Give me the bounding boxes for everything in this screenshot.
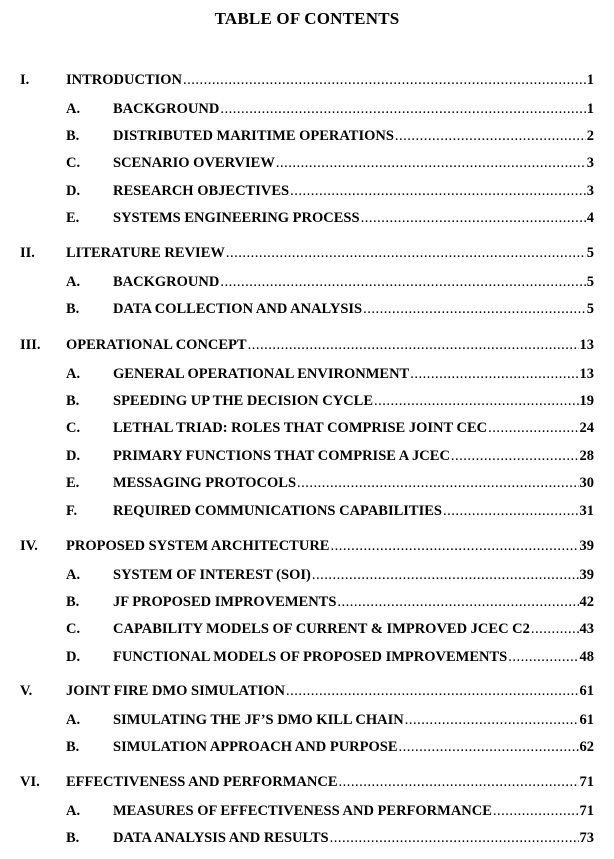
toc-section[interactable] — [66, 101, 594, 121]
toc-section-page-number: 13 — [579, 365, 594, 382]
dot-leader — [290, 183, 586, 200]
toc-section-title: MEASURES OF EFFECTIVENESS AND PERFORMANCE — [113, 802, 492, 819]
dot-leader — [286, 683, 578, 700]
toc-section-page-number: 71 — [579, 802, 594, 819]
toc-section[interactable] — [66, 183, 594, 203]
toc-section-number: F. — [66, 502, 78, 519]
toc-chapter-number: VI. — [20, 774, 40, 790]
toc-section-page-number: 3 — [586, 155, 594, 172]
toc-section[interactable] — [66, 712, 594, 732]
dot-leader — [395, 128, 586, 145]
toc-section-title: DATA ANALYSIS AND RESULTS — [113, 829, 329, 846]
toc-chapter-number: III. — [20, 337, 41, 353]
toc-section-title: SYSTEMS ENGINEERING PROCESS — [113, 210, 360, 227]
toc-section-page-number: 1 — [586, 100, 594, 117]
toc-chapter-page-number: 61 — [579, 683, 594, 699]
toc-chapter-page-number: 5 — [586, 245, 594, 261]
dot-leader — [374, 393, 579, 410]
toc-section-page-number: 39 — [579, 566, 594, 583]
toc-section-page-number: 62 — [579, 738, 594, 755]
toc-section-number: A. — [66, 566, 81, 583]
toc-chapter-title: EFFECTIVENESS AND PERFORMANCE — [66, 774, 338, 790]
toc-section[interactable] — [66, 567, 594, 587]
toc-section-page-number: 19 — [579, 392, 594, 409]
toc-section-page-number: 5 — [586, 300, 594, 317]
dot-leader — [220, 274, 585, 291]
toc-section[interactable] — [66, 448, 594, 468]
toc-section-number: B. — [66, 300, 80, 317]
toc-chapter-number: V. — [20, 683, 33, 699]
dot-leader — [337, 594, 578, 611]
toc-section-title: DISTRIBUTED MARITIME OPERATIONS — [113, 127, 394, 144]
toc-section[interactable] — [66, 594, 594, 614]
dot-leader — [451, 448, 579, 465]
toc-section[interactable] — [66, 393, 594, 413]
toc-section-number: E. — [66, 210, 80, 227]
toc-section-page-number: 48 — [579, 648, 594, 665]
toc-section-page-number: 61 — [579, 711, 594, 728]
toc-section-title: FUNCTIONAL MODELS OF PROPOSED IMPROVEMENTS — [113, 648, 508, 665]
toc-section-number: A. — [66, 100, 81, 117]
toc-section-page-number: 30 — [579, 475, 594, 492]
toc-section[interactable] — [66, 475, 594, 495]
toc-section[interactable] — [66, 621, 594, 641]
toc-section-title: LETHAL TRIAD: ROLES THAT COMPRISE JOINT CEC — [113, 420, 488, 437]
toc-section[interactable] — [66, 830, 594, 850]
toc-section-number: C. — [66, 621, 81, 638]
toc-section-page-number: 42 — [579, 593, 594, 610]
toc-chapter-title: JOINT FIRE DMO SIMULATION — [66, 683, 286, 699]
toc-section-page-number: 31 — [579, 502, 594, 519]
toc-section-title: REQUIRED COMMUNICATIONS CAPABILITIES — [113, 502, 442, 519]
dot-leader — [183, 72, 586, 89]
toc-section-page-number: 5 — [586, 273, 594, 290]
dot-leader — [531, 621, 579, 638]
toc-section-number: A. — [66, 711, 81, 728]
toc-chapter-title: OPERATIONAL CONCEPT — [66, 337, 247, 353]
toc-chapter-title: LITERATURE REVIEW — [66, 245, 225, 261]
toc-section[interactable] — [66, 366, 594, 386]
toc-section[interactable] — [66, 210, 594, 230]
toc-section[interactable] — [66, 274, 594, 294]
toc-chapter[interactable] — [20, 337, 594, 357]
toc-section[interactable] — [66, 649, 594, 669]
dot-leader — [339, 774, 579, 791]
dot-leader — [226, 245, 586, 262]
toc-chapter[interactable] — [20, 245, 594, 265]
dot-leader — [399, 739, 579, 756]
toc-section-title: SYSTEM OF INTEREST (SOI) — [113, 566, 311, 583]
toc-chapter[interactable] — [20, 774, 594, 794]
toc-chapter-number: I. — [20, 72, 30, 88]
toc-section-title: CAPABILITY MODELS OF CURRENT & IMPROVED JCEC C2 — [113, 621, 530, 638]
toc-section-number: A. — [66, 365, 81, 382]
toc-section-title: SCENARIO OVERVIEW — [113, 155, 275, 172]
dot-leader — [220, 101, 585, 118]
toc-chapter-page-number: 1 — [586, 72, 594, 88]
toc-chapter[interactable] — [20, 683, 594, 703]
toc-section[interactable] — [66, 301, 594, 321]
dot-leader — [248, 337, 579, 354]
dot-leader — [488, 420, 578, 437]
toc-section-title: SIMULATING THE JF’S DMO KILL CHAIN — [113, 711, 404, 728]
toc-section-page-number: 4 — [586, 210, 594, 227]
toc-section-title: RESEARCH OBJECTIVES — [113, 182, 290, 199]
dot-leader — [330, 538, 578, 555]
toc-section[interactable] — [66, 155, 594, 175]
toc-section-title: BACKGROUND — [113, 100, 220, 117]
toc-section-title: JF PROPOSED IMPROVEMENTS — [113, 593, 337, 610]
toc-chapter-number: II. — [20, 245, 35, 261]
toc-section-number: E. — [66, 475, 80, 492]
toc-chapter-title: PROPOSED SYSTEM ARCHITECTURE — [66, 538, 330, 554]
dot-leader — [443, 503, 579, 520]
toc-chapter-title: INTRODUCTION — [66, 72, 183, 88]
toc-section-number: D. — [66, 648, 81, 665]
dot-leader — [410, 366, 578, 383]
toc-section-number: B. — [66, 127, 80, 144]
toc-section-title: DATA COLLECTION AND ANALYSIS — [113, 300, 363, 317]
toc-section-page-number: 2 — [586, 127, 594, 144]
toc-section-title: GENERAL OPERATIONAL ENVIRONMENT — [113, 365, 410, 382]
toc-section-page-number: 24 — [579, 420, 594, 437]
dot-leader — [276, 155, 586, 172]
toc-section-number: B. — [66, 392, 80, 409]
toc-section-title: PRIMARY FUNCTIONS THAT COMPRISE A JCEC — [113, 447, 450, 464]
toc-section-title: MESSAGING PROTOCOLS — [113, 475, 297, 492]
toc-chapter-number: IV. — [20, 538, 38, 554]
dot-leader — [361, 210, 586, 227]
dot-leader — [363, 301, 586, 318]
toc-section[interactable] — [66, 803, 594, 823]
toc-chapter-page-number: 39 — [579, 538, 594, 554]
dot-leader — [312, 567, 579, 584]
toc-chapter[interactable] — [20, 538, 594, 558]
dot-leader — [493, 803, 579, 820]
toc-section-number: B. — [66, 829, 80, 846]
toc-section[interactable] — [66, 739, 594, 759]
toc-chapter[interactable] — [20, 72, 594, 92]
page-title: TABLE OF CONTENTS — [214, 9, 400, 28]
dot-leader — [405, 712, 579, 729]
toc-section-title: BACKGROUND — [113, 273, 220, 290]
toc-section-page-number: 3 — [586, 182, 594, 199]
dot-leader — [330, 830, 579, 847]
toc-section-number: D. — [66, 182, 81, 199]
toc-section-number: B. — [66, 738, 80, 755]
toc-section-page-number: 73 — [579, 829, 594, 846]
toc-section-page-number: 28 — [579, 447, 594, 464]
toc-section[interactable] — [66, 420, 594, 440]
toc-section-number: D. — [66, 447, 81, 464]
toc-chapter-page-number: 71 — [579, 774, 594, 790]
toc-section[interactable] — [66, 128, 594, 148]
dot-leader — [508, 649, 578, 666]
toc-section-number: A. — [66, 273, 81, 290]
toc-section-number: A. — [66, 802, 81, 819]
toc-section-title: SIMULATION APPROACH AND PURPOSE — [113, 738, 398, 755]
toc-section-page-number: 43 — [579, 621, 594, 638]
toc-section-number: C. — [66, 420, 81, 437]
toc-section-number: C. — [66, 155, 81, 172]
toc-section-title: SPEEDING UP THE DECISION CYCLE — [113, 392, 373, 409]
toc-chapter-page-number: 13 — [579, 337, 594, 353]
dot-leader — [297, 475, 578, 492]
toc-section-number: B. — [66, 593, 80, 610]
toc-section[interactable] — [66, 503, 594, 523]
